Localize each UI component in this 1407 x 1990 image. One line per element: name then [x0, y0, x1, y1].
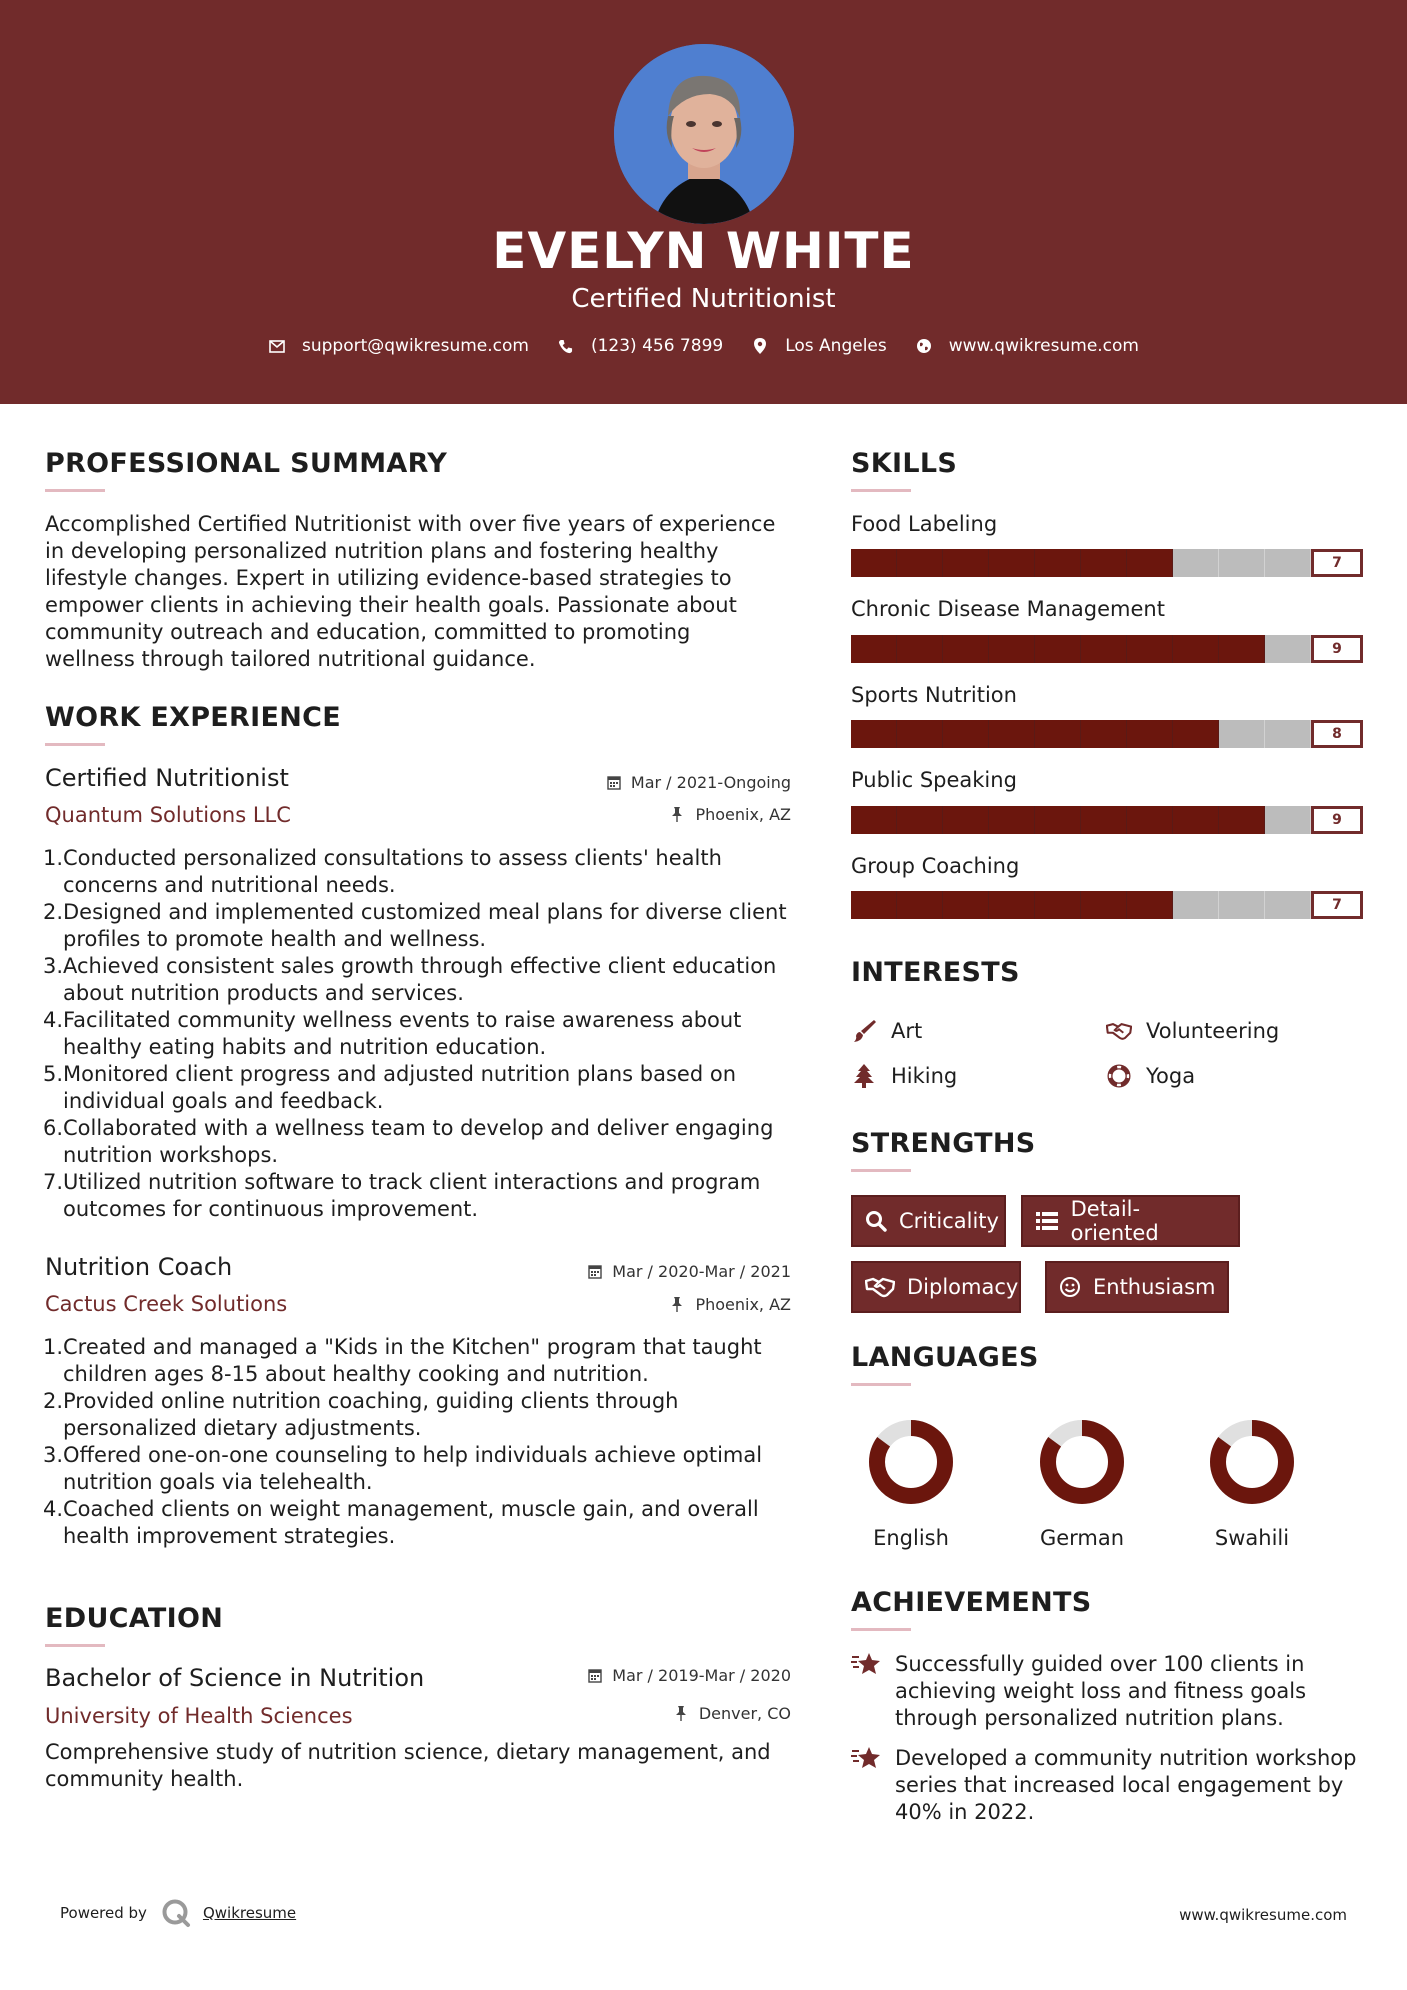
education-location [675, 1704, 791, 1723]
skill-bar [851, 549, 1363, 577]
contact-location [751, 336, 887, 356]
job-title: Nutrition Coach [45, 1253, 233, 1281]
skill-segment-filled [1081, 635, 1127, 663]
candidate-name: EVELYN WHITE [492, 222, 915, 280]
calendar-icon [607, 775, 621, 791]
skill-segment-filled [989, 720, 1035, 748]
skill-segment-filled [1035, 635, 1081, 663]
achievement-item [851, 1651, 1371, 1732]
skill-segment-filled [1081, 549, 1127, 577]
interests-heading: INTERESTS [851, 957, 1020, 988]
list-item: 3. Achieved consistent sales growth through effective client education about nutrition products and services. [43, 954, 777, 1005]
work-underline [45, 743, 105, 746]
contact-email-text: support@qwikresume.com [302, 336, 529, 356]
summary-heading: PROFESSIONAL SUMMARY [45, 448, 448, 479]
language-name: Swahili [1214, 1526, 1290, 1550]
interest-label: Volunteering [1146, 1019, 1280, 1043]
skill-score-badge: 7 [1311, 891, 1363, 919]
language-name: English [873, 1526, 949, 1550]
language-donut [867, 1418, 955, 1506]
footer-branding [60, 1898, 296, 1928]
powered-by-label: Powered by [60, 1904, 147, 1922]
skill-segment-filled [1127, 635, 1173, 663]
list-item: 2. Provided online nutrition coaching, guiding clients through personalized dietary adjustments. [43, 1389, 679, 1440]
skill-segment-empty [1219, 549, 1265, 577]
interest-label: Art [891, 1019, 923, 1043]
skill-segment-filled [943, 891, 989, 919]
work-heading: WORK EXPERIENCE [45, 702, 341, 733]
skill-segment-filled [989, 549, 1035, 577]
skill-score-badge: 7 [1311, 549, 1363, 577]
list-item: 2. Designed and implemented customized meal plans for diverse client profiles to promote health and wellness. [43, 900, 787, 951]
skill-bar [851, 891, 1363, 919]
job-bullets [45, 845, 800, 1223]
calendar-icon [588, 1668, 602, 1684]
skill-segment-filled [1127, 806, 1173, 834]
skill-segment-filled [989, 891, 1035, 919]
languages-underline [851, 1383, 911, 1386]
skill-segment-empty [1265, 635, 1311, 663]
globe-icon [915, 337, 933, 355]
skill-segment-empty [1265, 720, 1311, 748]
language-item [1192, 1418, 1312, 1550]
star-icon [851, 1651, 883, 1679]
skill-segment-filled [989, 806, 1035, 834]
strength-tag [851, 1195, 1006, 1247]
achievements-heading: ACHIEVEMENTS [851, 1587, 1092, 1618]
job-bullets [45, 1334, 800, 1550]
skill-segment-filled [1035, 806, 1081, 834]
skill-segment-filled [1219, 635, 1265, 663]
strength-label: Enthusiasm [1093, 1275, 1216, 1299]
strength-label: Criticality [899, 1209, 999, 1233]
skill-segment-filled [1035, 891, 1081, 919]
strength-tag [1021, 1195, 1240, 1247]
skill-segment-filled [1035, 720, 1081, 748]
skills-heading: SKILLS [851, 448, 958, 479]
strengths-heading: STRENGTHS [851, 1128, 1036, 1159]
handshake-icon [1106, 1018, 1132, 1044]
skill-segment-filled [851, 720, 897, 748]
star-icon [851, 1745, 883, 1773]
language-name: German [1039, 1526, 1125, 1550]
qwikresume-logo-icon [161, 1898, 191, 1928]
strength-tag [1045, 1261, 1229, 1313]
strengths-underline [851, 1169, 911, 1172]
contact-website-text: www.qwikresume.com [948, 336, 1139, 356]
header-banner [0, 0, 1407, 404]
language-item [1022, 1418, 1142, 1550]
handshake-icon [865, 1275, 895, 1299]
skill-segment-empty [1265, 549, 1311, 577]
interest-item [851, 1018, 922, 1044]
skill-segment-filled [897, 549, 943, 577]
degree-title: Bachelor of Science in Nutrition [45, 1664, 425, 1692]
pushpin-icon [671, 1297, 685, 1313]
job-date [607, 773, 791, 792]
list-item: 4. Facilitated community wellness events to raise awareness about healthy eating habits and nutrition education. [43, 1008, 742, 1059]
job-location-text: Phoenix, AZ [695, 1295, 791, 1314]
skill-segment-filled [1035, 549, 1081, 577]
skill-segment-filled [1081, 891, 1127, 919]
skill-segment-filled [851, 891, 897, 919]
skill-segment-filled [897, 720, 943, 748]
achievement-item [851, 1745, 1371, 1826]
skill-segment-empty [1219, 891, 1265, 919]
language-donut [1038, 1418, 1126, 1506]
paintbrush-icon [851, 1018, 877, 1044]
skill-segment-empty [1265, 806, 1311, 834]
skill-segment-filled [851, 806, 897, 834]
contact-location-text: Los Angeles [785, 336, 887, 356]
skill-segment-filled [1173, 720, 1219, 748]
search-icon [865, 1209, 887, 1233]
phone-icon [557, 337, 575, 355]
skill-score-badge: 9 [1311, 806, 1363, 834]
contact-website[interactable] [915, 336, 1139, 356]
interest-item [851, 1063, 957, 1089]
skill-name: Public Speaking [851, 768, 1017, 792]
education-location-text: Denver, CO [698, 1704, 791, 1723]
skill-name: Chronic Disease Management [851, 597, 1165, 621]
contact-phone[interactable] [557, 336, 723, 356]
candidate-role: Certified Nutritionist [571, 284, 836, 314]
skill-segment-empty [1219, 720, 1265, 748]
footer-website[interactable]: www.qwikresume.com [1179, 1906, 1347, 1924]
skill-segment-filled [1219, 806, 1265, 834]
skill-segment-filled [943, 635, 989, 663]
interest-item [1106, 1018, 1279, 1044]
skill-segment-filled [897, 635, 943, 663]
summary-underline [45, 489, 105, 492]
skill-segment-filled [1127, 891, 1173, 919]
skill-segment-empty [1265, 891, 1311, 919]
skill-score-badge: 8 [1311, 720, 1363, 748]
skill-segment-filled [1081, 720, 1127, 748]
skill-name: Food Labeling [851, 512, 998, 536]
skill-segment-filled [943, 720, 989, 748]
strength-label: Diplomacy [907, 1275, 1019, 1299]
map-pin-icon [751, 337, 769, 355]
job-company: Quantum Solutions LLC [45, 803, 291, 827]
strength-tag [851, 1261, 1021, 1313]
skill-segment-filled [1173, 635, 1219, 663]
achievement-text: Successfully guided over 100 clients in achieving weight loss and fitness goals through personalized nutrition plans. [895, 1652, 1307, 1730]
skill-segment-filled [897, 891, 943, 919]
strength-label: Detail-oriented [1070, 1197, 1159, 1245]
list-item: 5. Monitored client progress and adjusted nutrition plans based on individual goals and feedback. [43, 1062, 737, 1113]
school-name: University of Health Sciences [45, 1704, 353, 1728]
languages-heading: LANGUAGES [851, 1342, 1039, 1373]
skill-segment-filled [1127, 549, 1173, 577]
job-date-text: Mar / 2020-Mar / 2021 [612, 1262, 791, 1281]
list-item: 1. Created and managed a "Kids in the Kitchen" program that taught children ages 8-15 about healthy cooking and nutrition. [43, 1335, 762, 1386]
education-date [588, 1666, 791, 1685]
skill-segment-filled [851, 635, 897, 663]
skill-bar [851, 806, 1363, 834]
list-icon [1035, 1209, 1059, 1233]
portrait-image [614, 44, 794, 224]
envelope-icon [268, 337, 286, 355]
skill-segment-filled [897, 806, 943, 834]
education-date-text: Mar / 2019-Mar / 2020 [612, 1666, 791, 1685]
list-item: 4. Coached clients on weight management, muscle gain, and overall health improvement strategies. [43, 1497, 759, 1548]
skill-score-badge: 9 [1311, 635, 1363, 663]
skill-segment-filled [1081, 806, 1127, 834]
skill-segment-filled [943, 806, 989, 834]
skill-bar [851, 720, 1363, 748]
achievement-text: Developed a community nutrition workshop series that increased local engagement by 40% in 2022. [895, 1746, 1357, 1824]
list-item: 1. Conducted personalized consultations to assess clients' health concerns and nutritional needs. [43, 846, 722, 897]
list-item: 7. Utilized nutrition software to track client interactions and program outcomes for continuous improvement. [43, 1170, 761, 1221]
contact-bar [0, 336, 1407, 356]
skill-segment-empty [1173, 891, 1219, 919]
job-title: Certified Nutritionist [45, 764, 289, 792]
job-location [671, 1295, 791, 1314]
brand-link[interactable]: Qwikresume [202, 1904, 297, 1922]
interest-label: Yoga [1146, 1064, 1196, 1088]
skill-segment-filled [943, 549, 989, 577]
job-date [588, 1262, 791, 1281]
pushpin-icon [675, 1706, 689, 1722]
list-item: 6. Collaborated with a wellness team to develop and deliver engaging nutrition workshops. [43, 1116, 774, 1167]
interest-label: Hiking [891, 1064, 958, 1088]
language-item [851, 1418, 971, 1550]
calendar-icon [588, 1264, 602, 1280]
avatar [614, 44, 794, 224]
skill-name: Group Coaching [851, 854, 1020, 878]
language-donut [1208, 1418, 1296, 1506]
skill-segment-filled [1173, 806, 1219, 834]
list-item: 3. Offered one-on-one counseling to help individuals achieve optimal nutrition goals via telehealth. [43, 1443, 763, 1494]
job-location [671, 805, 791, 824]
skills-underline [851, 489, 911, 492]
skill-segment-filled [1127, 720, 1173, 748]
skill-bar [851, 635, 1363, 663]
education-heading: EDUCATION [45, 1603, 224, 1634]
job-company: Cactus Creek Solutions [45, 1292, 288, 1316]
job-date-text: Mar / 2021-Ongoing [630, 773, 791, 792]
smile-icon [1059, 1275, 1081, 1299]
skill-segment-filled [851, 549, 897, 577]
skill-segment-empty [1173, 549, 1219, 577]
contact-phone-text: (123) 456 7899 [590, 336, 724, 356]
interest-item [1106, 1063, 1195, 1089]
job-location-text: Phoenix, AZ [695, 805, 791, 824]
skill-segment-filled [989, 635, 1035, 663]
education-description: Comprehensive study of nutrition science, dietary management, and community health. [45, 1740, 771, 1791]
tree-icon [851, 1063, 877, 1089]
achievements-underline [851, 1628, 911, 1631]
summary-text: Accomplished Certified Nutritionist with over five years of experience in developing personalized nutrition plans and fostering healthy lifestyle changes. Expert in utilizing evidence-based strategies to empower clients in achieving their health goals. Passionate about community outreach and education, committed to promoting wellness through tailored nutritional guidance. [45, 512, 776, 671]
education-underline [45, 1644, 105, 1647]
skill-name: Sports Nutrition [851, 683, 1017, 707]
contact-email[interactable] [268, 336, 529, 356]
lifebuoy-icon [1106, 1063, 1132, 1089]
pushpin-icon [671, 807, 685, 823]
